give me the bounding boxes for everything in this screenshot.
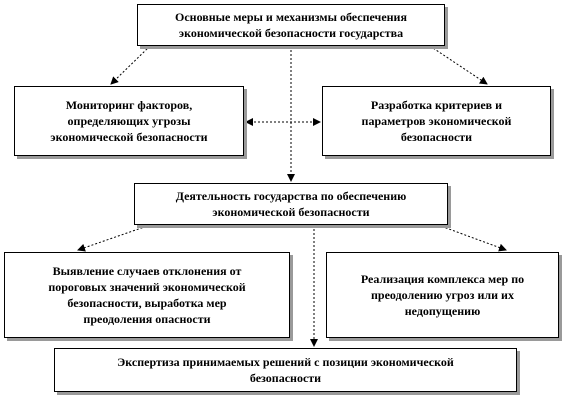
- box-expertise: [54, 348, 517, 392]
- box-expertise-text: Экспертиза принимаемых решений с позиции экономической безопасности: [117, 355, 454, 385]
- box-main-measures-text: Основные меры и механизмы обеспечения экономической безопасности государства: [175, 10, 407, 40]
- box-monitoring: [14, 86, 244, 156]
- box-deviations-text: Выявление случаев отклонения от пороговых значений экономической безопасности, выработка мер преодоления опасности: [48, 264, 246, 326]
- box-realization-text: Реализация комплекса мер по преодолению угроз или их недопущению: [360, 272, 525, 318]
- box-main-measures: [137, 4, 445, 46]
- box-monitoring-text: Мониторинг факторов, определяющих угрозы экономической безопасности: [50, 98, 208, 144]
- arrow-main-to-monitoring: [111, 46, 150, 84]
- box-criteria-text: Разработка критериев и параметров экономической безопасности: [361, 98, 512, 144]
- box-deviations: [4, 252, 290, 338]
- box-state-activity-text: Деятельность государства по обеспечению экономической безопасности: [175, 189, 407, 219]
- box-criteria: [322, 86, 551, 156]
- arrow-main-to-criteria: [430, 46, 487, 84]
- arrow-state-to-deviations: [78, 225, 150, 250]
- arrow-state-to-realization: [438, 225, 506, 250]
- box-state-activity: [134, 183, 448, 225]
- box-realization: [326, 252, 559, 338]
